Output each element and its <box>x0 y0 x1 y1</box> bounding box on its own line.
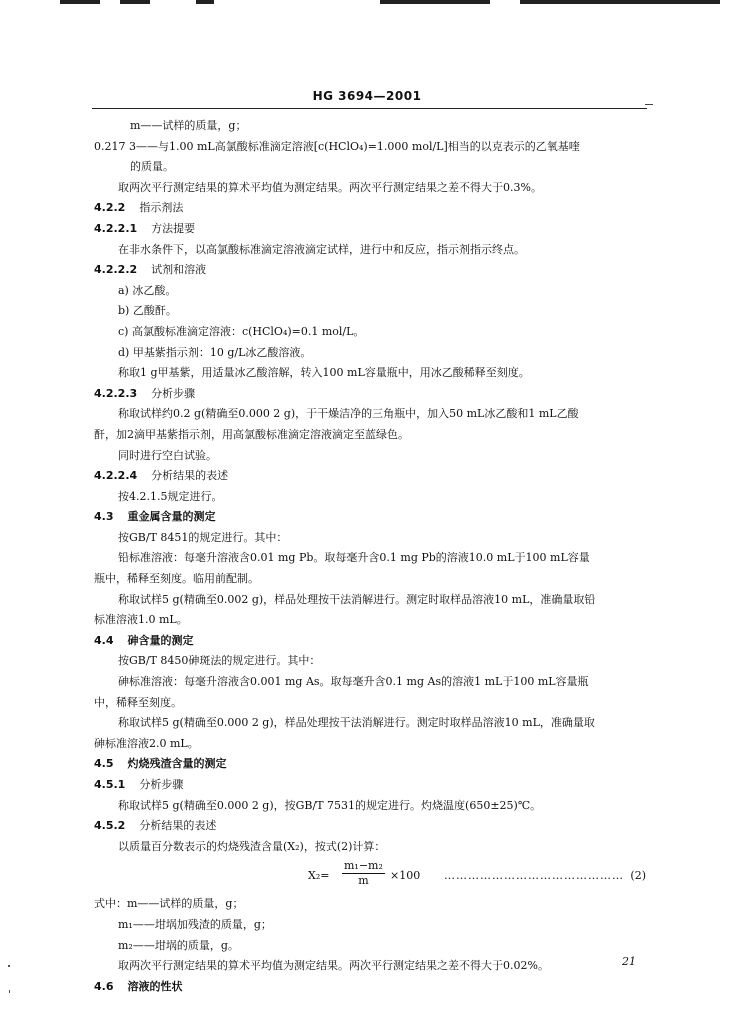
text-line: m——试样的质量，g； <box>130 119 247 132</box>
document-body <box>94 118 646 999</box>
text-line: 在非水条件下，以高氯酸标准滴定溶液滴定试样，进行中和反应，指示剂指示终点。 <box>118 242 525 256</box>
text-line: m₂——坩埚的质量，g。 <box>118 938 239 952</box>
section-title: 分析步骤 <box>151 386 196 400</box>
text-line: 取两次平行测定结果的算术平均值为测定结果。两次平行测定结果之差不得大于0.02%。 <box>118 959 549 973</box>
page-header: HG 3694—2001 <box>312 89 422 103</box>
section-title: 分析步骤 <box>139 778 184 791</box>
text-line: m₁——坩埚加残渣的质量，g； <box>118 917 272 931</box>
section-number: 4.5.2 <box>94 819 126 833</box>
text-line: 称取试样5 g(精确至0.000 2 g)，按GB/T 7531的规定进行。灼烧温度(650±25)℃。 <box>118 798 542 812</box>
text-line: 瓶中，稀释至刻度。临用前配制。 <box>94 572 259 586</box>
scan-mark <box>645 104 653 105</box>
scan-speck <box>8 965 10 967</box>
section-title: 溶液的性状 <box>127 979 183 993</box>
text-line: c) 高氯酸标准滴定溶液：c(HClO₄)=0.1 mol/L。 <box>118 324 365 338</box>
formula-lhs: X₂= <box>308 869 330 883</box>
fraction-denominator: m <box>358 874 369 888</box>
text-line: b) 乙酸酐。 <box>118 304 177 318</box>
section-number: 4.6 <box>94 979 114 993</box>
section-number: 4.5.1 <box>94 778 126 791</box>
formula-2 <box>94 859 646 893</box>
section-number: 4.2.2 <box>94 201 126 215</box>
formula-leader-dots: ……………………………………… <box>444 869 624 883</box>
header-rule <box>92 108 647 109</box>
section-title: 方法提要 <box>151 221 196 235</box>
section-number: 4.2.2.3 <box>94 386 138 400</box>
text-line: 按4.2.1.5规定进行。 <box>118 489 223 503</box>
section-heading <box>94 818 646 833</box>
text-line: 0.217 3——与1.00 mL高氯酸标准滴定溶液[c(HClO₄)=1.000 mol/L]相当的以克表示的乙氧基喹 <box>94 139 580 153</box>
text-line: 标准溶液1.0 mL。 <box>94 613 188 627</box>
formula-fraction <box>342 859 385 888</box>
text-line: 酐，加2滴甲基紫指示剂，用高氯酸标准滴定溶液滴定至蓝绿色。 <box>94 427 409 441</box>
formula-multiplier: ×100 <box>390 869 421 883</box>
section-title: 分析结果的表述 <box>151 469 229 483</box>
section-heading <box>94 756 646 771</box>
section-heading <box>94 262 646 277</box>
section-heading <box>94 468 646 483</box>
text-line: 称取试样5 g(精确至0.002 g)，样品处理按干法消解进行。测定时取样品溶液10 mL，准确量取铅 <box>118 592 596 606</box>
text-line: 按GB/T 8450砷斑法的规定进行。其中： <box>118 654 321 668</box>
section-title: 砷含量的测定 <box>127 633 194 647</box>
section-number: 4.3 <box>94 510 114 524</box>
text-line: 砷标准溶液：每毫升溶液含0.001 mg As。取每毫升含0.1 mg As的溶液1 mL于100 mL容量瓶 <box>118 675 589 689</box>
text-line: 中，稀释至刻度。 <box>94 695 182 709</box>
scan-speck <box>9 990 10 993</box>
section-title: 灼烧残渣含量的测定 <box>127 757 227 771</box>
section-heading <box>94 221 646 236</box>
text-line: 的质量。 <box>130 160 174 174</box>
section-heading <box>94 386 646 401</box>
text-line: 取两次平行测定结果的算术平均值为测定结果。两次平行测定结果之差不得大于0.3%。 <box>118 180 542 194</box>
section-heading <box>94 200 646 215</box>
text-line: 同时进行空白试验。 <box>118 448 217 462</box>
section-number: 4.2.2.1 <box>94 221 138 235</box>
section-number: 4.5 <box>94 757 114 771</box>
text-line: 称取试样约0.2 g(精确至0.000 2 g)，于干燥洁净的三角瓶中，加入50 mL冰乙酸和1 mL乙酸 <box>118 407 579 421</box>
section-title: 分析结果的表述 <box>139 819 217 833</box>
section-heading <box>94 777 646 792</box>
section-number: 4.2.2.4 <box>94 469 138 483</box>
text-line: 铅标准溶液：每毫升溶液含0.01 mg Pb。取每毫升含0.1 mg Pb的溶液10.0 mL于100 mL容量 <box>118 551 590 565</box>
section-number: 4.4 <box>94 633 114 647</box>
section-title: 指示剂法 <box>139 201 184 215</box>
text-line: 以质量百分数表示的灼烧残渣含量(X₂)，按式(2)计算： <box>118 839 386 853</box>
fraction-numerator: m₁−m₂ <box>344 859 383 873</box>
section-heading <box>94 633 646 648</box>
equation-number: (2) <box>630 869 646 883</box>
text-line: 称取试样5 g(精确至0.000 2 g)，样品处理按干法消解进行。测定时取样品溶液10 mL，准确量取 <box>118 716 595 730</box>
section-heading <box>94 509 646 524</box>
scan-top-edge <box>0 0 734 5</box>
text-line: a) 冰乙酸。 <box>118 283 177 297</box>
section-title: 试剂和溶液 <box>151 263 207 277</box>
section-title: 重金属含量的测定 <box>127 510 216 524</box>
text-line: 称取1 g甲基紫，用适量冰乙酸溶解，转入100 mL容量瓶中，用冰乙酸稀释至刻度。 <box>118 366 530 380</box>
section-heading <box>94 979 646 994</box>
text-line: 按GB/T 8451的规定进行。其中： <box>118 530 288 544</box>
text-line: 砷标准溶液2.0 mL。 <box>94 736 199 750</box>
section-number: 4.2.2.2 <box>94 263 138 277</box>
text-line: 式中：m——试样的质量，g； <box>94 897 244 911</box>
page-number: 21 <box>622 955 636 968</box>
text-line: d) 甲基紫指示剂：10 g/L冰乙酸溶液。 <box>118 345 312 359</box>
